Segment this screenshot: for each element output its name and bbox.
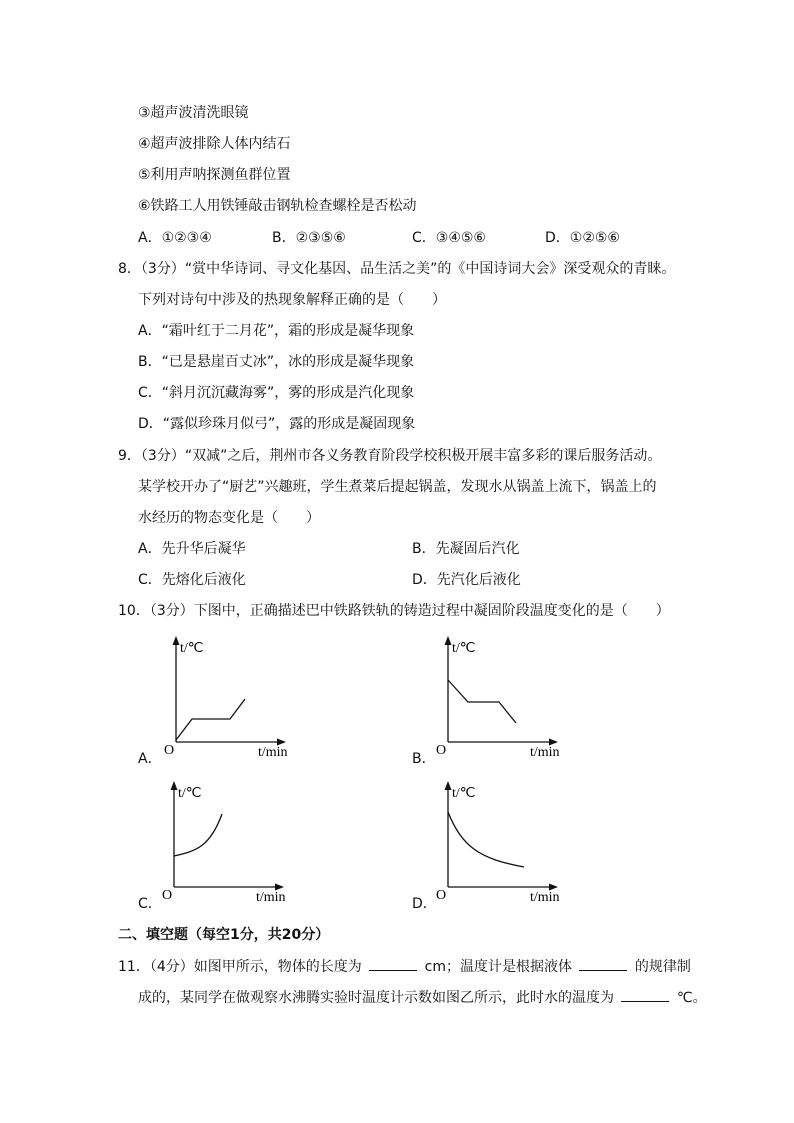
graph-d-svg [432, 777, 572, 907]
graph-a-y-arrow [173, 636, 180, 645]
q11-line2a: 成的，某同学在做观察水沸腾实验时温度计示数如图乙所示，此时水的温度为 [138, 990, 614, 1006]
q9-stem-line2: 某学校开办了“厨艺”兴趣班，学生煮菜后提起锅盖，发现水从锅盖上流下，锅盖上的 [138, 479, 657, 495]
q9-option-d[interactable]: D．先汽化后液化 [412, 572, 521, 588]
q10-stem: 10．（3分）下图中，正确描述巴中铁路铁轨的铸造过程中凝固阶段温度变化的是（ ） [118, 603, 670, 619]
graph-c-origin: O [162, 888, 173, 903]
graph-b-curve [448, 680, 516, 723]
graph-c-x-label: t/min [256, 890, 286, 905]
q11-part1: 11．（4分）如图甲所示，物体的长度为 [118, 959, 362, 975]
q11-line2 [138, 989, 707, 1007]
graph-a-svg [160, 632, 300, 762]
graph-d-y-arrow [445, 781, 452, 790]
q7-option-d[interactable]: D．①②⑤⑥ [545, 230, 620, 246]
graph-d-option-label[interactable]: D． [412, 896, 437, 912]
section-2-heading: 二、填空题（每空1分，共20分） [118, 927, 330, 943]
graph-a-origin: O [164, 743, 175, 758]
graph-b-option-label[interactable]: B． [412, 751, 436, 767]
graph-b-x-label: t/min [530, 745, 560, 760]
q7-item-6: ⑥铁路工人用铁锤敲击钢轨检查螺栓是否松动 [138, 198, 417, 214]
q11-line2b: ℃。 [676, 990, 707, 1006]
graph-d-origin: O [436, 888, 447, 903]
graph-c-curve [174, 814, 222, 856]
graph-c-svg [158, 777, 298, 907]
graph-c-option-label[interactable]: C． [138, 896, 162, 912]
graph-d-y-label: t/℃ [452, 786, 476, 801]
q8-option-d[interactable]: D．“露似珍珠月似弓”，露的形成是凝固现象 [138, 416, 416, 432]
q7-option-b[interactable]: B．②③⑤⑥ [272, 230, 346, 246]
graph-b-origin: O [436, 743, 447, 758]
graph-b-y-arrow [445, 636, 452, 645]
q8-stem-line1: 8．（3分）“赏中华诗词、寻文化基因、品生活之美”的《中国诗词大会》深受观众的青睐。 [118, 261, 676, 277]
q9-stem-line3: 水经历的物态变化是（ ） [138, 510, 320, 526]
q11-part2: cm；温度计是根据液体 [424, 959, 572, 975]
graph-a-y-label: t/℃ [180, 641, 204, 656]
q9-option-c[interactable]: C．先熔化后液化 [138, 572, 246, 588]
q11-blank-principle[interactable] [579, 958, 627, 971]
graph-b[interactable] [432, 632, 572, 762]
graph-c-y-arrow [171, 781, 178, 790]
graph-d-curve [448, 812, 524, 867]
q11-blank-temperature[interactable] [621, 989, 669, 1002]
q8-option-a[interactable]: A．“霜叶红于二月花”，霜的形成是凝华现象 [138, 323, 415, 339]
q7-option-c[interactable]: C．③④⑤⑥ [412, 230, 486, 246]
q8-option-c[interactable]: C．“斜月沉沉藏海雾”，雾的形成是汽化现象 [138, 385, 415, 401]
graph-d-x-label: t/min [530, 890, 560, 905]
q7-item-4: ④超声波排除人体内结石 [138, 136, 291, 152]
graph-b-y-label: t/℃ [452, 641, 476, 656]
graph-c-y-label: t/℃ [178, 786, 202, 801]
q7-item-5: ⑤利用声呐探测鱼群位置 [138, 167, 291, 183]
q11-blank-length[interactable] [369, 958, 417, 971]
q9-option-a[interactable]: A．先升华后凝华 [138, 541, 246, 557]
graph-b-svg [432, 632, 572, 762]
graph-a[interactable] [160, 632, 300, 762]
q7-item-3: ③超声波清洗眼镜 [138, 105, 249, 121]
graph-a-curve [176, 699, 245, 740]
q11-part3: 的规律制 [634, 959, 691, 975]
graph-a-option-label[interactable]: A． [138, 751, 162, 767]
q8-option-b[interactable]: B．“已是悬崖百丈冰”，冰的形成是凝华现象 [138, 354, 415, 370]
q9-stem-line1: 9．（3分）“双减”之后，荆州市各义务教育阶段学校积极开展丰富多彩的课后服务活动。 [118, 448, 662, 464]
graph-d[interactable] [432, 777, 572, 907]
graph-a-x-label: t/min [258, 745, 288, 760]
q8-stem-line2: 下列对诗句中涉及的热现象解释正确的是（ ） [138, 292, 446, 308]
q9-option-b[interactable]: B．先凝固后汽化 [412, 541, 520, 557]
q7-option-a[interactable]: A．①②③④ [138, 230, 212, 246]
q11-line1 [118, 958, 691, 976]
graph-c[interactable] [158, 777, 298, 907]
